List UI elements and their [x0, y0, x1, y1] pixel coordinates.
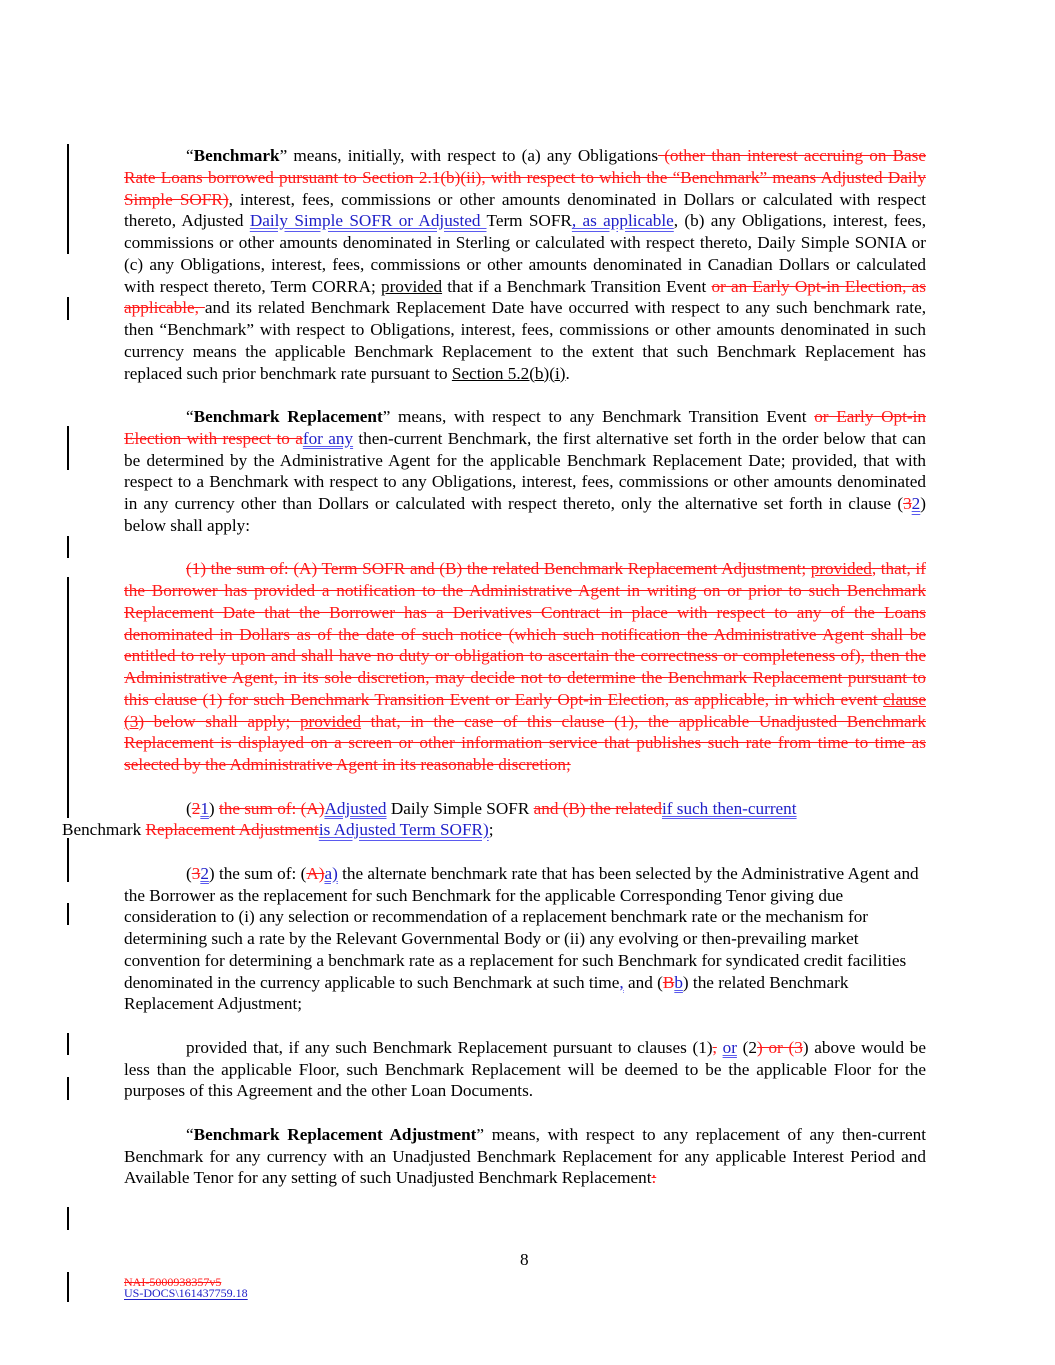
document-body [62, 145, 927, 1189]
section-reference: Section 5.2(b)(i) [451, 363, 566, 383]
inserted-text: is Adjusted Term SOFR) [318, 820, 489, 840]
deleted-text: 3 [191, 863, 201, 883]
clause-1-deleted [124, 558, 926, 776]
text: Daily Simple SOFR [386, 798, 534, 818]
deleted-text: B [662, 972, 675, 992]
inserted-text: if such then-current [661, 798, 797, 818]
deleted-text: : [651, 1168, 657, 1188]
change-bar [67, 297, 69, 320]
text: ) above would be less than the applicable Floor, such Benchmark Replacement will be deemed to be the applicable Floor for the purposes of this Agreement and the other Loan Documents. [124, 1037, 926, 1101]
inserted-text: for any [302, 428, 354, 448]
change-bar [67, 1272, 69, 1302]
text: ) the sum of: ( [208, 863, 307, 883]
text: and ( [623, 972, 663, 992]
text: (2 [736, 1037, 757, 1057]
deleted-text: and (B) the related [533, 798, 662, 818]
deleted-text: , [712, 1037, 717, 1057]
deleted-text: below shall apply; [144, 711, 300, 731]
text: the alternate benchmark rate that has been selected by the Administrative Agent and the Borrower as the replacement for such Benchmark for the applicable Corresponding Tenor giving due consideration to (i) any selection or recommendation of a replacement benchmark rate or the mechanism for determining such a rate by the Relevant Governmental Body or (ii) any evolving or then-prevailing market convention for determining a benchmark rate as a replacement for such Benchmark for syndicated credit facilities denominated in the currency applicable to such Benchmark at such time [124, 863, 919, 992]
clause-2 [62, 798, 926, 842]
deleted-text: that, in the case of this clause (1), the applicable Unadjusted Benchmark Replacement is displayed on a screen or other information service that publishes such rate from time to time as selected by the Administrative Agent in its reasonable discretion; [124, 711, 926, 774]
change-bar [67, 426, 69, 470]
deleted-text: clause (3) [124, 689, 926, 731]
deleted-text: or an Early Opt-in Election, as applicable, [124, 276, 926, 318]
deleted-text: (other than interest accruing on Base Rate Loans borrowed pursuant to Section 2.1(b)(ii), with respect to which the “Benchmark” means Adjusted Daily Simple SOFR) [124, 146, 927, 209]
underlined-text: provided [380, 276, 443, 296]
inserted-text: , [619, 972, 624, 992]
deleted-text: or Early Opt-in Election with respect to a [124, 407, 926, 448]
deleted-text: 2 [191, 798, 201, 818]
inserted-text: a) [324, 863, 338, 883]
inserted-doc-id: US-DOCS\161437759.18 [124, 1286, 248, 1300]
inserted-text: Adjusted [324, 798, 387, 818]
text: ) [208, 798, 219, 818]
definition-benchmark-replacement [124, 406, 926, 537]
deleted-text: , that, if the Borrower has provided a notification to the Administrative Agent in writing on or prior to such Benchmark Replacement Date that the Borrower has a Derivatives Contract in place with respect to any of the Loans denominated in Dollars as of the date of such notice (which such notification the Administrative Agent shall be entitled to rely upon and shall have no duty or obligation to ascertain the correctness or completeness of), then the Administrative Agent, in its sole discretion, may decide not to determine the Benchmark Replacement pursuant to this clause (1) for such Benchmark Transition Event or Early Opt-in Election, as applicable, in which event [124, 559, 926, 709]
text: ; [488, 820, 494, 840]
quote: “ [186, 146, 194, 165]
change-bar [67, 838, 69, 882]
quote: “ [186, 1124, 194, 1144]
text: ( [186, 863, 192, 883]
inserted-text: 2 [911, 494, 921, 513]
defined-term: Benchmark Replacement Adjustment [193, 1124, 477, 1144]
inserted-text: or [722, 1037, 737, 1057]
deleted-text: Replacement Adjustment [145, 820, 319, 840]
text: ” means, with respect to any replacement of any then-current Benchmark for any currency with an Unadjusted Benchmark Replacement for any applicable Interest Period and Available Tenor for any setting of such Unadjusted Benchmark Replacement [124, 1124, 926, 1188]
defined-term: Benchmark [193, 146, 280, 165]
clause-3 [124, 863, 926, 1015]
change-bar [67, 577, 69, 818]
floor-proviso [124, 1037, 926, 1102]
text: Term SOFR [486, 211, 572, 231]
text: ( [186, 798, 192, 818]
text: , interest, fees, commissions or other amounts denominated in Dollars or calculated with respect thereto, Adjusted [124, 189, 927, 231]
change-bar [67, 903, 69, 925]
text: ” means, with respect to any Benchmark Transition Event [382, 407, 815, 426]
text: that if a Benchmark Transition Event [442, 276, 712, 296]
text: ” means, initially, with respect to (a) any Obligations [279, 146, 659, 165]
change-bar [67, 1207, 69, 1230]
text: then-current Benchmark, the first alternative set forth in the order below that can be determined by the Administrative Agent for the applicable Benchmark Replacement Date; provided, that with respect to a Benchmark with respect to any Obligations, interest, fees, commissions or other amounts denominated in any currency other than Dollars or calculated with respect thereto, only the alternative set forth in clause ( [124, 428, 926, 513]
deleted-text: provided [299, 711, 362, 731]
deleted-text: ) or (3 [756, 1037, 803, 1057]
definition-benchmark-replacement-adjustment [124, 1124, 926, 1189]
deleted-doc-id: NAI-5000938357v5 [124, 1275, 222, 1289]
text: ) below shall apply: [124, 494, 926, 535]
deleted-text: the sum of: (A) [218, 798, 325, 818]
footer-doc-ids [124, 1277, 248, 1299]
text: and its related Benchmark Replacement Date have occurred with respect to any such benchmark rate, then “Benchmark” with respect to Obligations, interest, fees, commissions or other amounts denominated in such currency means the applicable Benchmark Replacement to the extent that such Benchmark Replacement has replaced such prior benchmark rate pursuant to [124, 298, 926, 383]
change-bar [67, 1033, 69, 1055]
text: , (b) any Obligations, interest, fees, commissions or other amounts denominated in Sterling or calculated with respect thereto, Daily Simple SONIA or (c) any Obligations, interest, fees, commissions or other amounts denominated in Canadian Dollars or calculated with respect thereto, Term CORRA; [124, 211, 926, 296]
defined-term: Benchmark Replacement [193, 407, 383, 426]
deleted-text: (1) the sum of: (A) Term SOFR and (B) the related Benchmark Replacement Adjustment; [186, 559, 811, 579]
text: ) the related Benchmark Replacement Adjustment; [124, 972, 849, 1014]
deleted-text: provided [810, 559, 872, 579]
inserted-text: 2 [200, 863, 209, 883]
change-bar [67, 1077, 69, 1100]
definition-benchmark [124, 145, 926, 384]
change-bar [67, 144, 69, 254]
page-number: 8 [520, 1250, 529, 1269]
inserted-text: , as applicable [571, 211, 674, 231]
quote: “ [186, 407, 194, 426]
text: Benchmark [62, 820, 146, 840]
deleted-text: 3 [903, 494, 912, 513]
inserted-text: b [674, 972, 683, 992]
text: . [565, 363, 570, 383]
deleted-text: A) [306, 863, 325, 883]
inserted-text: 1 [200, 798, 209, 818]
inserted-text: Daily Simple SOFR or Adjusted [249, 211, 487, 231]
text: provided that, if any such Benchmark Replacement pursuant to clauses (1) [186, 1037, 713, 1057]
change-bar [67, 536, 69, 558]
